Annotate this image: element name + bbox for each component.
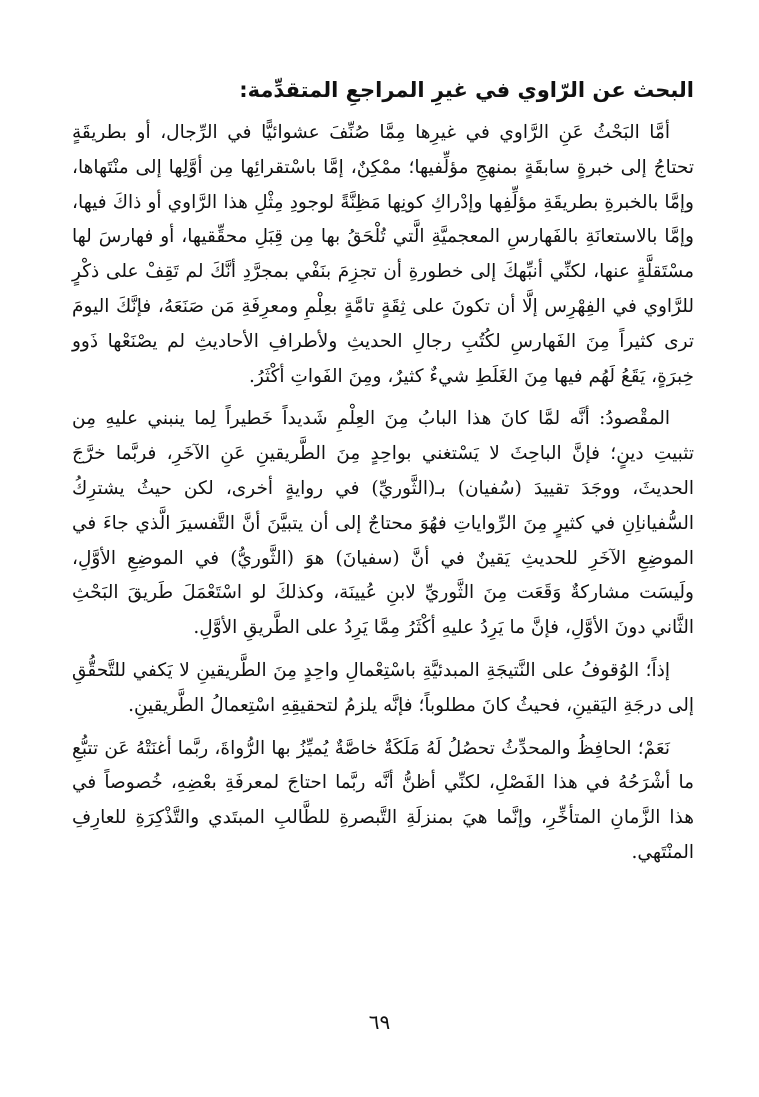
paragraph-4: نَعَمْ؛ الحافِظُ والمحدِّثُ تحصُلُ لَهُ مَلَكَةٌ خاصَّةٌ يُميِّزُ بها الرُّواةَ، ربَّما أغنَتْهُ عَن تتبُّعِ ما أشْرَحُهُ في هذا الفَصْلِ، لكنِّي أظنُّ أنَّه ربَّما احتاجَ لمعرفَةِ بعْضِهِ، خُصوصاً في هذا الزَّمانِ المتأخِّرِ، وإنَّما هيَ بمنزلَةِ التَّبصرةِ للطَّالبِ المبتَدي والتَّذْكِرَةِ للعارِفِ المنْتَهي. (72, 737, 694, 863)
section-heading: البحث عن الرّاوي في غيرِ المراجعِ المتقدِّمة: (239, 78, 694, 102)
book-page (72, 72, 694, 1032)
paragraph-2: المقْصودُ: أنَّه لمَّا كانَ هذا البابُ مِنَ العِلْمِ شَديداً خَطيراً لِما ينبني عليهِ مِن تثبيتِ دينٍ؛ فإنَّ الباحِثَ لا يَسْتغني بواحِدٍ مِنَ الطَّريقينِ عَنِ الآخَرِ، فربَّما خرَّجَ الحديثَ، ووجَدَ تقييدَ (سُفيان) بـ(الثَّوريِّ) في روايةٍ أخرى، لكن حيثُ يشترِكُ السُّفياناِنِ في كثيرٍ مِنَ الرِّواياتِ فهُوَ محتاجٌ إلى أن يتبيَّنَ أنَّ التَّفسيرَ الَّذي جاءَ في الموضِعِ الآخَرِ للحديثِ يَقينٌ في أنَّ (سفيانَ) هوَ (الثَّوريُّ) في الموضِعِ الأوَّلِ، ولَيسَت مشاركةٌ وَقَعَت مِنَ الثَّوريِّ لابنِ عُيينَة، وكذلكَ لو اسْتَعْمَلَ طَريقَ البَحْثِ الثَّاني دونَ الأوَّلِ، فإنَّ ما يَرِدُ عليهِ أكْثَرُ مِمَّا يَرِدُ على الطَّريقِ الأوَّلِ. (72, 408, 694, 639)
paragraph-1: أمَّا البَحْثُ عَنِ الرَّاوي في غيرِها مِمَّا صُنِّفَ عشوائيًّا في الرِّجال، أو بطريقَةٍ تحتاجُ إلى خبرةٍ سابقَةٍ بمنهجِ مؤلِّفيها؛ ممْكِنٌ، إمَّا باسْتقرائِها مِن أوَّلِها إلى منْتَهاها، وإمَّا بالخبرةِ بطريقَةِ مؤلِّفِها وإدْراكِ كونِها مَظِنَّةً لوجودِ مِثْلِ هذا الرَّاوي أو ذاكَ فيها، وإمَّا بالاستعانَةِ بالفَهارسِ المعجميَّةِ الَّتي تُلْحَقُ بها مِن قِبَلِ محقِّقيها، أو فهارسَ لها مسْتَقلَّةٍ عنها، لكنِّي أنبِّهكَ إلى خطورةِ أن تجزِمَ بنَفْي بمجرَّدِ أنَّكَ لم تَقِفْ على ذكْرٍ للرَّاوي في الفِهْرِس إلَّا أن تكونَ على ثِقَةٍ تامَّةٍ بعِلْمِ ومعرِفَةِ مَن صَنَعَهُ، فإنَّكَ اليومَ ترى كثيراً مِنَ الفَهارسِ لكُتُبِ رجالِ الحديثِ ولأطرافِ الأحاديثِ لم يصْنَعْها ذَوو خِبرَةٍ، يَقَعُ لَهُم فيها مِنَ الغَلَطِ شيءٌ كثيرٌ، ومِنَ الفَواتِ أكْثَرُ. (72, 122, 694, 387)
paragraph-3: إذاً؛ الوُقوفُ على النَّتيجَةِ المبدئيَّةِ باسْتِعْمالِ واحِدٍ مِنَ الطَّريقينِ لا يَكفي للتَّحقُّقِ إلى درجَةِ اليَقينِ، فحيثُ كانَ مطلوباً؛ فإنَّه يلزمُ لتحقيقِهِ اسْتِعمالُ الطَّريقينِ. (72, 659, 694, 716)
page-number: ٦٩ (368, 1010, 391, 1034)
